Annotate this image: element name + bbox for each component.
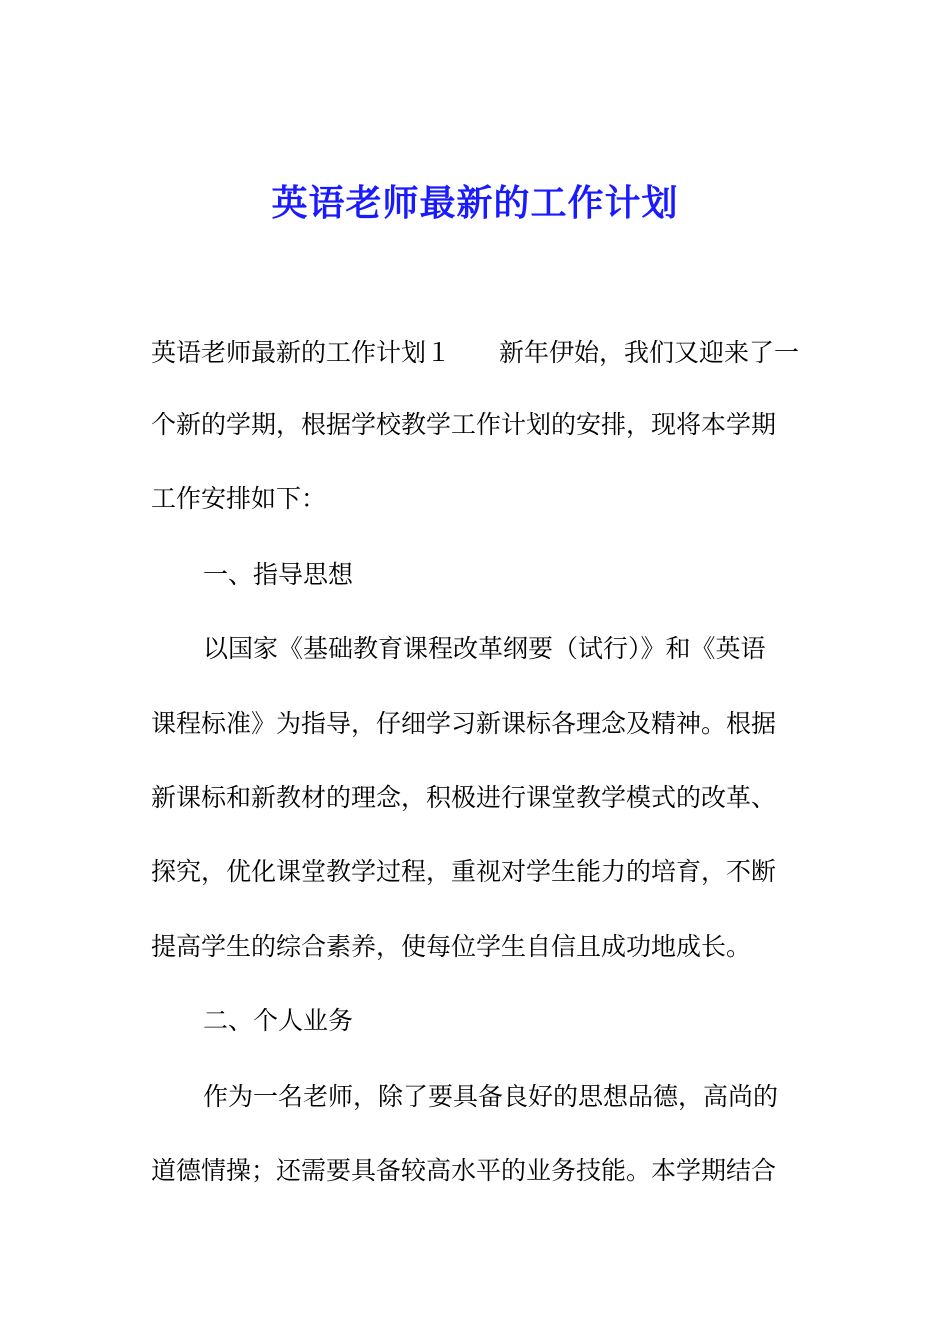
section-heading: 二、个人业务 xyxy=(203,1006,354,1035)
paragraph-line: 以国家《基础教育课程改革纲要（试行）》和《英语 xyxy=(203,634,766,663)
paragraph-line xyxy=(151,333,799,373)
paragraph-line: 工作安排如下： xyxy=(151,484,327,513)
document-title: 英语老师最新的工作计划 xyxy=(271,182,679,224)
section-heading: 一、指导思想 xyxy=(203,560,354,589)
paragraph-line: 提高学生的综合素养，使每位学生自信且成功地成长。 xyxy=(151,932,752,961)
paragraph-line: 道德情操；还需要具备较高水平的业务技能。本学期结合 xyxy=(151,1156,777,1185)
paragraph-line: 课程标准》为指导，仔细学习新课标各理念及精神。根据 xyxy=(151,709,777,738)
paragraph-line: 探究，优化课堂教学过程，重视对学生能力的培育，不断 xyxy=(151,857,777,886)
section-heading-1: 英语老师最新的工作计划１ xyxy=(151,338,452,367)
paragraph-line: 作为一名老师，除了要具备良好的思想品德，高尚的 xyxy=(203,1082,779,1111)
paragraph-line: 个新的学期，根据学校教学工作计划的安排，现将本学期 xyxy=(151,410,777,439)
text-span: 新年伊始，我们又迎来了一 xyxy=(499,338,800,367)
paragraph-line: 新课标和新教材的理念，积极进行课堂教学模式的改革、 xyxy=(151,783,777,812)
